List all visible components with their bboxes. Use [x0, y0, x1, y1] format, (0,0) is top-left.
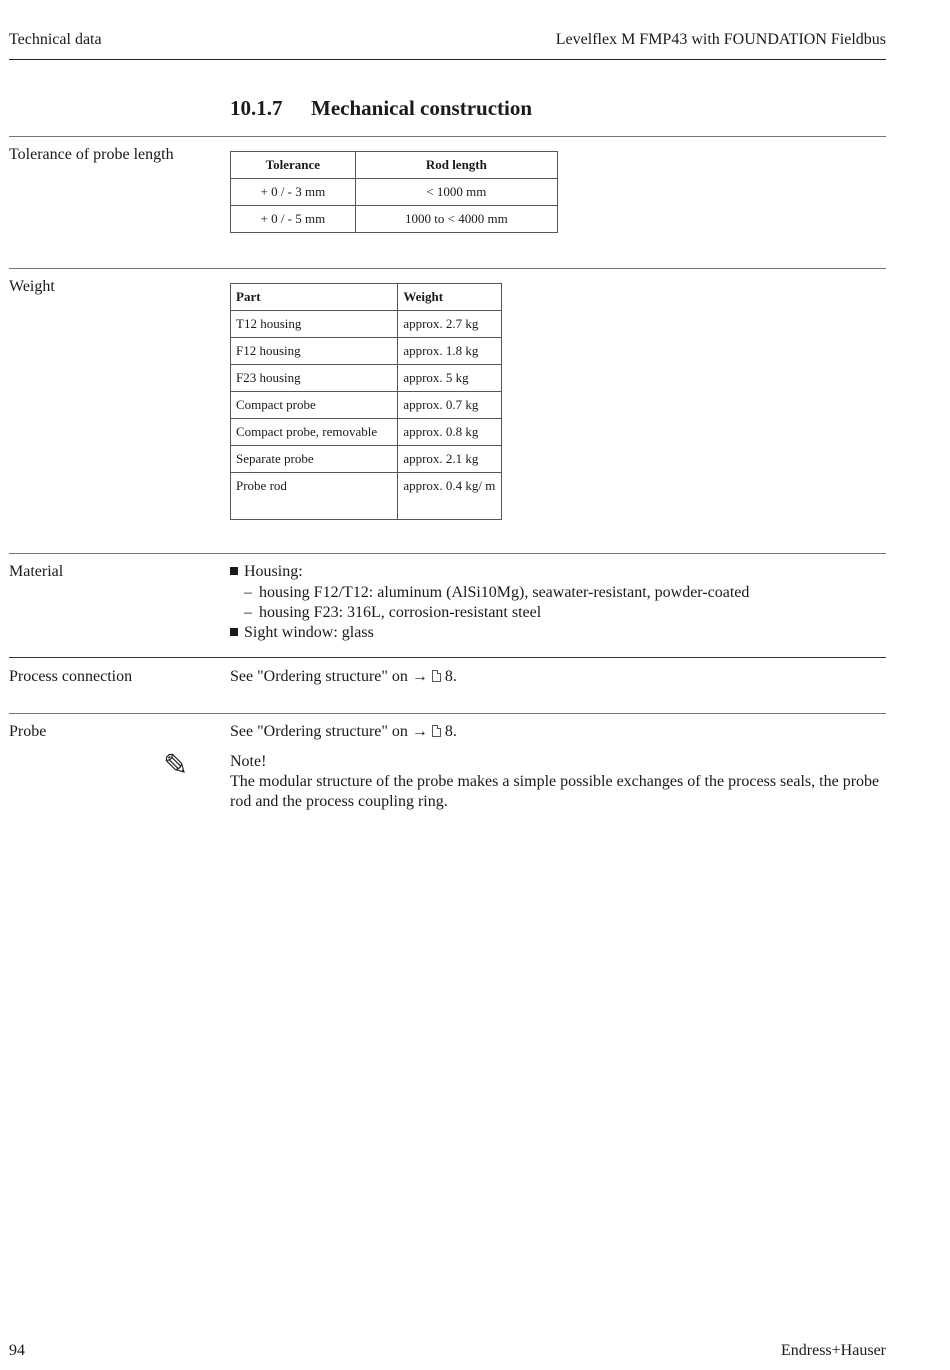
- section-title: Mechanical construction: [311, 96, 533, 120]
- table-row: [231, 179, 558, 206]
- list-item: [230, 563, 303, 581]
- table-cell: + 0 / - 5 mm: [231, 206, 356, 233]
- table-row: [231, 392, 502, 419]
- arrow-right-icon: →: [411, 723, 428, 740]
- list-item-text: housing F12/T12: aluminum (AlSi10Mg), seawater-resistant, powder-coated: [259, 584, 750, 601]
- section-heading: [230, 96, 532, 121]
- table-cell: approx. 0.4 kg/ m: [398, 473, 502, 520]
- table-header-cell: Weight: [398, 284, 502, 311]
- table-cell: approx. 0.8 kg: [398, 419, 502, 446]
- divider: [9, 553, 886, 554]
- table-cell: 1000 to < 4000 mm: [355, 206, 557, 233]
- page-reference[interactable]: 8.: [444, 723, 457, 740]
- table-row: [231, 473, 502, 520]
- page-number: 94: [9, 1342, 25, 1359]
- table-cell: Separate probe: [231, 446, 398, 473]
- table-cell: F12 housing: [231, 338, 398, 365]
- pencil-note-icon: ✎: [163, 748, 189, 783]
- table-cell: Compact probe, removable: [231, 419, 398, 446]
- probe-label: Probe: [9, 723, 47, 740]
- table-row: [231, 311, 502, 338]
- reference-text: See "Ordering structure" on: [230, 723, 408, 740]
- table-row: [231, 365, 502, 392]
- list-subitem: [244, 604, 541, 622]
- table-cell: approx. 2.1 kg: [398, 446, 502, 473]
- table-header-row: [231, 152, 558, 179]
- material-label: Material: [9, 563, 64, 580]
- divider: [9, 268, 886, 269]
- dash-icon: –: [244, 584, 252, 601]
- table-header-cell: Rod length: [355, 152, 557, 179]
- table-header-cell: Part: [231, 284, 398, 311]
- page-reference[interactable]: 8.: [444, 668, 457, 685]
- brand-name: Endress+Hauser: [781, 1342, 886, 1359]
- process-connection-label: Process connection: [9, 668, 133, 685]
- divider: [9, 657, 886, 658]
- page-icon: [432, 725, 441, 737]
- table-cell: T12 housing: [231, 311, 398, 338]
- table-row: [231, 419, 502, 446]
- table-cell: approx. 5 kg: [398, 365, 502, 392]
- table-row: [231, 338, 502, 365]
- tolerance-label: Tolerance of probe length: [9, 146, 174, 163]
- table-cell: approx. 1.8 kg: [398, 338, 502, 365]
- probe-text: [230, 723, 457, 741]
- table-header-row: [231, 284, 502, 311]
- table-cell: approx. 0.7 kg: [398, 392, 502, 419]
- bullet-square-icon: [230, 567, 238, 575]
- table-cell: + 0 / - 3 mm: [231, 179, 356, 206]
- weight-table: [230, 283, 502, 520]
- dash-icon: –: [244, 604, 252, 621]
- table-cell: F23 housing: [231, 365, 398, 392]
- note-block: [230, 752, 885, 812]
- section-number: 10.1.7: [230, 96, 283, 120]
- list-item-text: Housing:: [244, 563, 303, 580]
- table-cell: Compact probe: [231, 392, 398, 419]
- note-title: Note!: [230, 753, 267, 770]
- page-icon: [432, 670, 441, 682]
- list-item: [230, 624, 374, 642]
- note-body: The modular structure of the probe makes a simple possible exchanges of the process seals, the probe rod and the process coupling ring.: [230, 773, 880, 810]
- table-header-cell: Tolerance: [231, 152, 356, 179]
- table-cell: approx. 2.7 kg: [398, 311, 502, 338]
- tolerance-table: [230, 151, 558, 233]
- reference-text: See "Ordering structure" on: [230, 668, 408, 685]
- table-row: [231, 446, 502, 473]
- table-row: [231, 206, 558, 233]
- divider: [9, 136, 886, 137]
- running-header-section: Technical data: [9, 31, 102, 48]
- process-connection-text: [230, 668, 457, 686]
- list-item-text: Sight window: glass: [244, 624, 374, 641]
- table-cell: Probe rod: [231, 473, 398, 520]
- arrow-right-icon: →: [411, 668, 428, 685]
- running-header-product: Levelflex M FMP43 with FOUNDATION Fieldbus: [555, 31, 886, 48]
- list-subitem: [244, 584, 749, 602]
- bullet-square-icon: [230, 628, 238, 636]
- list-item-text: housing F23: 316L, corrosion-resistant steel: [259, 604, 542, 621]
- table-cell: < 1000 mm: [355, 179, 557, 206]
- header-divider: [9, 59, 886, 60]
- weight-label: Weight: [9, 278, 55, 295]
- divider: [9, 713, 886, 714]
